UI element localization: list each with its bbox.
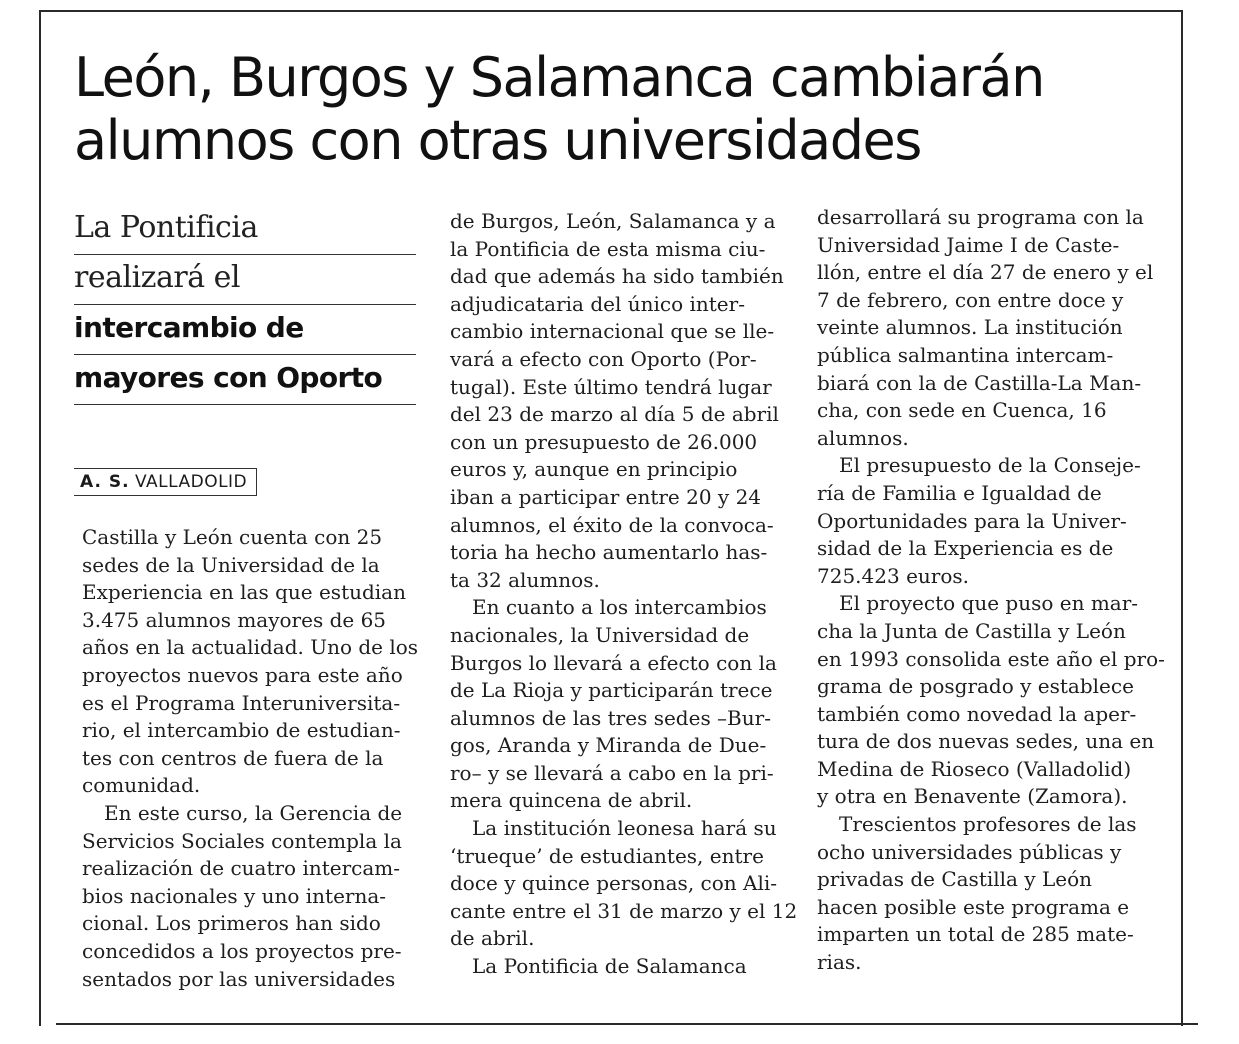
headline-line-2: alumnos con otras universidades (74, 109, 921, 172)
column-line: tura de dos nuevas sedes, una en (817, 729, 1155, 754)
column-line: cha la Junta de Castilla y León (817, 618, 1126, 643)
column-line: cha, con sede en Cuenca, 16 (817, 398, 1107, 423)
column-line: del 23 de marzo al día 5 de abril (450, 402, 779, 427)
column-line: es el Programa Interuniversita- (82, 690, 401, 715)
byline-location: VALLADOLID (134, 472, 248, 492)
column-line: vará a efecto con Oporto (Por- (450, 346, 757, 371)
column-line: privadas de Castilla y León (817, 867, 1093, 892)
column-line: El proyecto que puso en mar- (839, 591, 1139, 616)
column-line: sidad de la Experiencia es de (817, 536, 1114, 561)
column-line: tugal). Este último tendrá lugar (450, 374, 772, 399)
column-line: de La Rioja y participarán trece (450, 678, 773, 703)
article-column-3 (817, 204, 1165, 977)
column-line: mera quincena de abril. (450, 788, 693, 813)
column-line: ta 32 alumnos. (450, 567, 600, 592)
column-line: rias. (817, 950, 862, 975)
column-line: La institución leonesa hará su (472, 816, 777, 841)
column-line: Oportunidades para la Univer- (817, 508, 1127, 533)
article-bottom-rule (56, 1023, 1198, 1025)
column-line: llón, entre el día 27 de enero y el (817, 260, 1154, 285)
column-line: doce y quince personas, con Ali- (450, 871, 778, 896)
column-line: con un presupuesto de 26.000 (450, 429, 758, 454)
column-line: alumnos. (817, 425, 909, 450)
column-line: tes con centros de fuera de la (82, 745, 384, 770)
column-line: 725.423 euros. (817, 563, 970, 588)
column-line: concedidos a los proyectos pre- (82, 938, 402, 963)
column-line: 3.475 alumnos mayores de 65 (82, 607, 387, 632)
column-line: Castilla y León cuenta con 25 (82, 525, 383, 549)
column-line: realización de cuatro intercam- (82, 856, 401, 881)
column-line: ría de Familia e Igualdad de (817, 480, 1102, 505)
column-line: En cuanto a los intercambios (472, 595, 767, 620)
column-line: cante entre el 31 de marzo y el 12 (450, 898, 798, 923)
column-line: años en la actualidad. Uno de los (82, 635, 419, 660)
column-line: grama de posgrado y establece (817, 674, 1134, 699)
column-line: cambio internacional que se lle- (450, 319, 775, 344)
column-line: de Burgos, León, Salamanca y a (450, 209, 776, 233)
article-column-2 (450, 208, 800, 981)
column-line: iban a participar entre 20 y 24 (450, 484, 762, 509)
column-line: adjudicataria del único inter- (450, 291, 745, 316)
column-line: alumnos de las tres sedes –Bur- (450, 705, 771, 730)
column-line: ‘trueque’ de estudiantes, entre (450, 843, 764, 868)
subheadline-line-4: mayores con Oporto (74, 355, 416, 405)
column-line: Trescientos profesores de las (839, 812, 1137, 837)
column-line: ro– y se llevará a cabo en la pri- (450, 760, 774, 785)
byline-author: A. S. (80, 472, 130, 492)
column-line: veinte alumnos. La institución (817, 315, 1123, 340)
column-line: alumnos, el éxito de la convoca- (450, 512, 774, 537)
column-line: imparten un total de 285 mate- (817, 922, 1134, 947)
subheadline-line-2: realizará el (74, 255, 416, 305)
column-line: Experiencia en las que estudian (82, 580, 406, 605)
column-line: La Pontificia de Salamanca (472, 954, 747, 979)
column-line: dad que además ha sido también (450, 264, 784, 289)
column-line: ocho universidades públicas y (817, 839, 1122, 864)
column-line: también como novedad la aper- (817, 701, 1137, 726)
column-line: nacionales, la Universidad de (450, 622, 750, 647)
column-line: Universidad Jaime I de Caste- (817, 232, 1120, 257)
column-line: euros y, aunque en principio (450, 457, 738, 482)
column-line: y otra en Benavente (Zamora). (817, 784, 1128, 809)
column-line: toria ha hecho aumentarlo has- (450, 540, 768, 565)
column-line: biará con la de Castilla-La Man- (817, 370, 1142, 395)
column-line: rio, el intercambio de estudian- (82, 718, 401, 743)
column-line: cional. Los primeros han sido (82, 911, 381, 936)
column-line: Medina de Rioseco (Valladolid) (817, 756, 1132, 781)
column-line: sedes de la Universidad de la (82, 552, 380, 577)
column-line: la Pontificia de esta misma ciu- (450, 236, 766, 261)
column-line: gos, Aranda y Miranda de Due- (450, 733, 767, 758)
column-line: desarrollará su programa con la (817, 205, 1144, 229)
byline (74, 468, 257, 496)
column-line: sentados por las universidades (82, 966, 396, 991)
column-line: Burgos lo llevará a efecto con la (450, 650, 777, 675)
column-line: de abril. (450, 926, 535, 951)
column-line: proyectos nuevos para este año (82, 662, 403, 687)
column-line: Servicios Sociales contempla la (82, 828, 402, 853)
column-line: en 1993 consolida este año el pro- (817, 646, 1165, 671)
subheadline (74, 205, 416, 405)
headline-line-1: León, Burgos y Salamanca cambiarán (74, 46, 1044, 109)
subheadline-line-3: intercambio de (74, 305, 416, 355)
column-line: pública salmantina intercam- (817, 342, 1114, 367)
column-line: El presupuesto de la Conseje- (839, 453, 1141, 478)
headline (74, 46, 1164, 172)
column-line: bios nacionales y uno interna- (82, 883, 387, 908)
article-column-1 (82, 524, 427, 993)
column-line: En este curso, la Gerencia de (104, 800, 403, 825)
column-line: hacen posible este programa e (817, 894, 1130, 919)
subheadline-line-1: La Pontificia (74, 205, 416, 255)
column-line: comunidad. (82, 773, 201, 798)
column-line: 7 de febrero, con entre doce y (817, 287, 1124, 312)
